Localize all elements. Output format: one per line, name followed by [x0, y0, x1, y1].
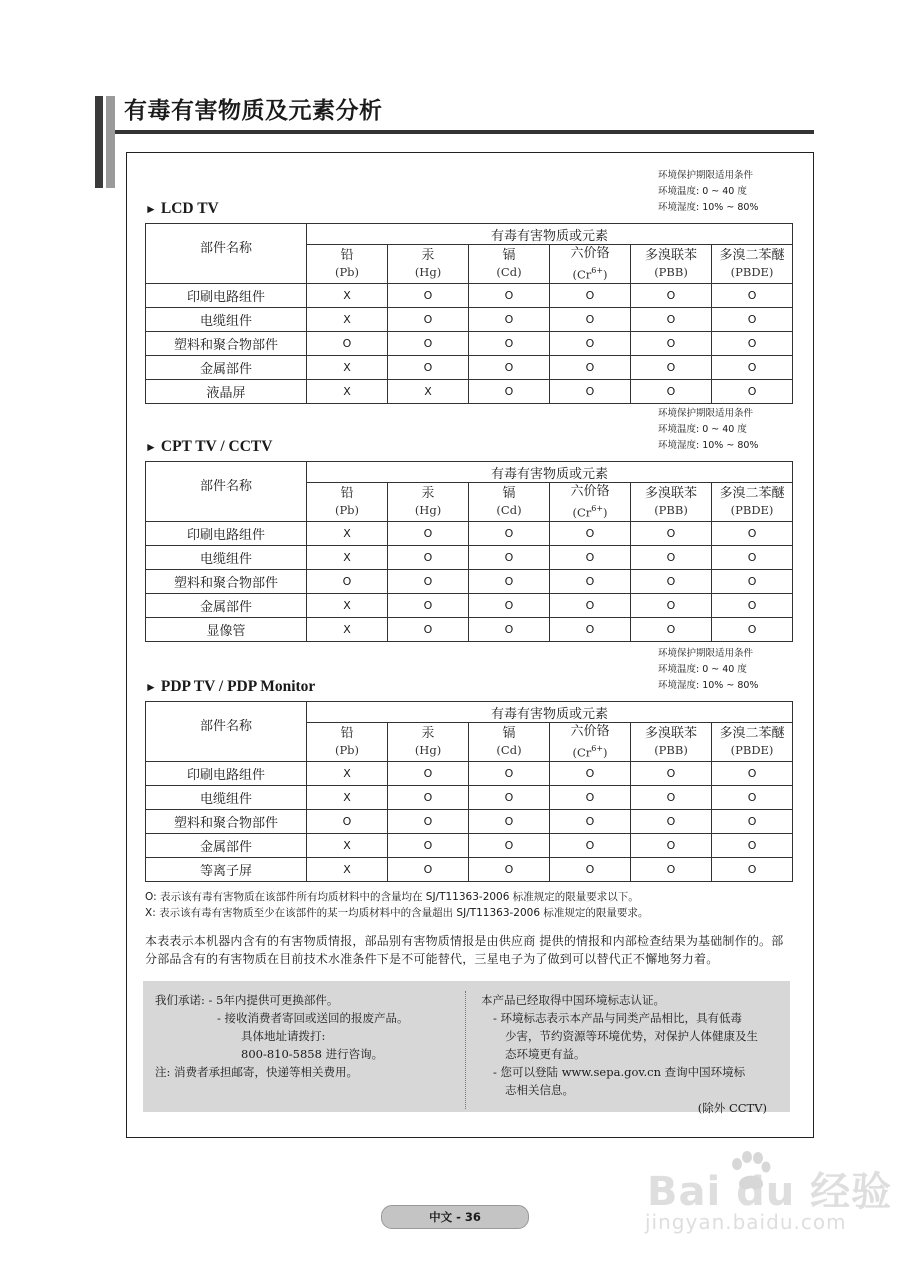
promise-line: - 接收消费者寄回或送回的报废产品。 — [217, 1011, 409, 1025]
hazard-value-cell: O — [631, 522, 712, 546]
substance-header — [388, 483, 469, 522]
hazard-value-cell: O — [712, 332, 793, 356]
page-title: 有毒有害物质及元素分析 — [124, 98, 383, 124]
substance-header — [712, 483, 793, 522]
part-name-cell: 电缆组件 — [146, 546, 307, 570]
substance-symbol: (Cr — [572, 745, 592, 760]
eco-line: - 环境标志表示本产品与同类产品相比，具有低毒 — [493, 1011, 743, 1025]
hazard-value-cell: O — [631, 380, 712, 404]
substance-symbol: (Cd) — [496, 743, 522, 758]
hazard-value-cell: O — [550, 284, 631, 308]
hazard-value-cell: O — [469, 762, 550, 786]
substance-symbol: (PBB) — [654, 503, 688, 518]
substance-header — [631, 723, 712, 762]
substance-header — [631, 245, 712, 284]
title-accent-bar-dark — [95, 96, 103, 188]
substance-name: 多溴二苯醚 — [719, 248, 785, 264]
substance-name: 多溴二苯醚 — [719, 486, 785, 502]
substance-group-header: 有毒有害物质或元素 — [307, 702, 793, 723]
hazard-value-cell: O — [388, 284, 469, 308]
hazard-value-cell: O — [712, 522, 793, 546]
hazard-value-cell: O — [469, 858, 550, 882]
conditions-title: 环境保护期限适用条件 — [658, 648, 754, 659]
substance-header — [712, 723, 793, 762]
substance-name: 六价铬 — [570, 484, 610, 499]
hazard-value-cell: O — [388, 594, 469, 618]
hazard-value-cell: O — [712, 762, 793, 786]
part-name-cell: 塑料和聚合物部件 — [146, 332, 307, 356]
hazard-value-cell: O — [469, 380, 550, 404]
substance-name: 镉 — [502, 726, 516, 742]
substance-header — [307, 723, 388, 762]
watermark-url: jingyan.baidu.com — [645, 1210, 847, 1234]
substance-header — [469, 245, 550, 284]
part-name-cell: 塑料和聚合物部件 — [146, 810, 307, 834]
hazard-value-cell: X — [388, 380, 469, 404]
substance-name: 六价铬 — [570, 724, 610, 739]
substance-symbol: (Pb) — [334, 503, 360, 518]
conditions-title: 环境保护期限适用条件 — [658, 170, 754, 181]
hazard-value-cell: X — [307, 858, 388, 882]
hazard-value-cell: O — [712, 308, 793, 332]
hazard-table — [145, 701, 793, 882]
hazard-value-cell: O — [388, 786, 469, 810]
hazard-value-cell: O — [712, 356, 793, 380]
hazard-value-cell: O — [469, 356, 550, 380]
o-legend-note: O: 表示该有毒有害物质在该部件所有均质材料中的含量均在 SJ/T11363-2006 标准规定的限量要求以下。 — [145, 891, 639, 903]
hazard-value-cell: O — [388, 308, 469, 332]
promise-line: 具体地址请拨打: — [241, 1029, 326, 1043]
substance-superscript: 6+ — [591, 266, 604, 275]
hazard-value-cell: O — [307, 332, 388, 356]
section-heading-text: CPT TV / CCTV — [160, 438, 273, 455]
x-legend-note: X: 表示该有毒有害物质至少在该部件的某一均质材料中的含量超出 SJ/T11363-2006 标准规定的限量要求。 — [145, 907, 649, 919]
hazard-value-cell: O — [631, 810, 712, 834]
hazard-value-cell: O — [469, 570, 550, 594]
substance-header — [469, 723, 550, 762]
hazard-value-cell: O — [388, 546, 469, 570]
temperature-condition: 环境温度: 0 ~ 40 度 — [658, 186, 747, 197]
hazard-value-cell: O — [631, 786, 712, 810]
conditions-block — [658, 406, 798, 454]
hazard-value-cell: O — [631, 284, 712, 308]
hazard-value-cell: O — [550, 380, 631, 404]
part-name-cell: 金属部件 — [146, 356, 307, 380]
substance-name: 镉 — [502, 486, 516, 502]
hazard-value-cell: X — [307, 594, 388, 618]
triangle-bullet-icon: ► — [145, 202, 157, 216]
hazard-value-cell: O — [550, 546, 631, 570]
humidity-condition: 环境湿度: 10% ~ 80% — [658, 680, 759, 691]
triangle-bullet-icon: ► — [145, 440, 157, 454]
part-name-cell: 印刷电路组件 — [146, 284, 307, 308]
hazard-value-cell: O — [469, 786, 550, 810]
table-row — [146, 810, 793, 834]
hazard-value-cell: O — [469, 810, 550, 834]
hazard-value-cell: O — [388, 858, 469, 882]
hazard-value-cell: O — [631, 546, 712, 570]
hazard-value-cell: O — [631, 618, 712, 642]
hazard-value-cell: O — [712, 284, 793, 308]
hazard-value-cell: O — [307, 570, 388, 594]
hazard-value-cell: X — [307, 356, 388, 380]
table-row — [146, 522, 793, 546]
part-name-cell: 液晶屏 — [146, 380, 307, 404]
table-row — [146, 594, 793, 618]
eco-line: 少害，节约资源等环境优势，对保护人体健康及生 — [505, 1029, 758, 1043]
hazard-value-cell: O — [388, 762, 469, 786]
substance-header — [550, 483, 631, 522]
hazard-value-cell: O — [550, 308, 631, 332]
hazard-value-cell: O — [388, 332, 469, 356]
table-row — [146, 618, 793, 642]
hazard-value-cell: O — [550, 522, 631, 546]
title-rule — [115, 130, 814, 134]
hazard-value-cell: O — [712, 546, 793, 570]
conditions-title: 环境保护期限适用条件 — [658, 408, 754, 419]
substance-symbol: (PBB) — [654, 743, 688, 758]
eco-line: 志相关信息。 — [505, 1083, 574, 1097]
substance-name: 多溴联苯 — [644, 486, 697, 502]
table-row — [146, 308, 793, 332]
hazard-value-cell: O — [712, 594, 793, 618]
eco-label-info — [481, 991, 781, 1117]
substance-header — [631, 483, 712, 522]
substance-header — [388, 723, 469, 762]
hazard-value-cell: O — [388, 522, 469, 546]
hazard-value-cell: O — [550, 834, 631, 858]
substance-header — [550, 723, 631, 762]
substance-header — [550, 245, 631, 284]
substance-superscript: 6+ — [591, 504, 604, 513]
part-name-cell: 印刷电路组件 — [146, 762, 307, 786]
watermark-brand: Bai du 经验 — [647, 1169, 893, 1215]
section-heading — [145, 438, 272, 456]
eco-exception: (除外 CCTV) — [697, 1101, 767, 1115]
hazard-value-cell: O — [712, 618, 793, 642]
hazard-value-cell: O — [631, 834, 712, 858]
hazard-value-cell: O — [550, 594, 631, 618]
hazard-value-cell: X — [307, 380, 388, 404]
part-name-cell: 金属部件 — [146, 834, 307, 858]
hazard-value-cell: O — [469, 284, 550, 308]
eco-line: 本产品已经取得中国环境标志认证。 — [481, 993, 665, 1007]
substance-name: 铅 — [340, 486, 354, 502]
hazard-value-cell: O — [631, 332, 712, 356]
hazard-value-cell: O — [712, 380, 793, 404]
hazard-table — [145, 461, 793, 642]
substance-symbol: (PBDE) — [730, 265, 774, 280]
hazard-value-cell: X — [307, 284, 388, 308]
substance-name: 六价铬 — [570, 246, 610, 261]
hazard-table — [145, 223, 793, 404]
table-row — [146, 786, 793, 810]
substance-name: 多溴联苯 — [644, 726, 697, 742]
hazard-value-cell: O — [550, 618, 631, 642]
hazard-value-cell: O — [469, 522, 550, 546]
promise-box — [143, 981, 790, 1115]
substance-symbol-close: ) — [603, 267, 608, 282]
hazard-value-cell: O — [469, 618, 550, 642]
hazard-value-cell: O — [712, 834, 793, 858]
hazard-value-cell: O — [307, 810, 388, 834]
table-row — [146, 858, 793, 882]
substance-symbol: (Hg) — [414, 503, 442, 518]
part-name-cell: 金属部件 — [146, 594, 307, 618]
hazard-value-cell: O — [712, 786, 793, 810]
hazard-value-cell: O — [631, 308, 712, 332]
substance-symbol: (Cd) — [496, 265, 522, 280]
substance-group-header: 有毒有害物质或元素 — [307, 224, 793, 245]
hazard-value-cell: X — [307, 522, 388, 546]
promise-left — [155, 991, 455, 1081]
substance-header — [712, 245, 793, 284]
substance-header — [469, 483, 550, 522]
promise-line: 我们承诺: - 5年内提供可更换部件。 — [155, 993, 339, 1007]
hazard-value-cell: X — [307, 762, 388, 786]
hazard-value-cell: O — [631, 570, 712, 594]
substance-name: 铅 — [340, 726, 354, 742]
hazard-value-cell: O — [550, 356, 631, 380]
hazard-value-cell: O — [388, 570, 469, 594]
hazard-value-cell: O — [469, 594, 550, 618]
temperature-condition: 环境温度: 0 ~ 40 度 — [658, 424, 747, 435]
promise-phone: 800-810-5858 进行咨询。 — [241, 1047, 384, 1061]
substance-name: 汞 — [421, 248, 435, 264]
humidity-condition: 环境湿度: 10% ~ 80% — [658, 202, 759, 213]
section-heading-text: PDP TV / PDP Monitor — [160, 678, 316, 695]
hazard-value-cell: O — [550, 810, 631, 834]
hazard-value-cell: O — [388, 356, 469, 380]
hazard-value-cell: O — [631, 356, 712, 380]
hazard-value-cell: O — [469, 308, 550, 332]
hazard-value-cell: O — [631, 594, 712, 618]
page-number: 中文 - 36 — [381, 1205, 529, 1229]
substance-symbol: (Cd) — [496, 503, 522, 518]
substance-header — [307, 483, 388, 522]
eco-line: - 您可以登陆 www.sepa.gov.cn 查询中国环境标 — [493, 1065, 746, 1079]
hazard-value-cell: X — [307, 834, 388, 858]
watermark — [645, 1150, 905, 1250]
substance-name: 多溴二苯醚 — [719, 726, 785, 742]
substance-superscript: 6+ — [591, 744, 604, 753]
hazard-value-cell: O — [712, 810, 793, 834]
substance-symbol: (PBB) — [654, 265, 688, 280]
substance-symbol: (PBDE) — [730, 503, 774, 518]
part-name-header: 部件名称 — [146, 462, 307, 522]
hazard-value-cell: O — [550, 762, 631, 786]
substance-header — [307, 245, 388, 284]
paw-icon — [727, 1150, 773, 1196]
part-name-header: 部件名称 — [146, 702, 307, 762]
part-name-cell: 显像管 — [146, 618, 307, 642]
temperature-condition: 环境温度: 0 ~ 40 度 — [658, 664, 747, 675]
substance-symbol: (Pb) — [334, 743, 360, 758]
hazard-value-cell: O — [388, 834, 469, 858]
box-divider — [465, 991, 466, 1109]
triangle-bullet-icon: ► — [145, 680, 157, 694]
conditions-block — [658, 646, 798, 694]
hazard-value-cell: O — [631, 858, 712, 882]
table-row — [146, 834, 793, 858]
table-row — [146, 570, 793, 594]
substance-name: 镉 — [502, 248, 516, 264]
section-heading — [145, 678, 315, 696]
hazard-value-cell: O — [712, 570, 793, 594]
hazard-value-cell: X — [307, 546, 388, 570]
hazard-value-cell: O — [550, 858, 631, 882]
table-row — [146, 762, 793, 786]
section-heading — [145, 200, 219, 218]
conditions-block — [658, 168, 798, 216]
substance-name: 铅 — [340, 248, 354, 264]
description-paragraph: 本表表示本机器内含有的有害物质情报，部品别有害物质情报是由供应商 提供的情报和内部检查结果为基础制作的。部分部品含有的有害物质在目前技术水准条件下是不可能替代，三星电子为了做到可以替代正不懈地努力着。 — [145, 934, 784, 966]
hazard-value-cell: X — [307, 786, 388, 810]
substance-symbol: (Cr — [572, 267, 592, 282]
eco-line: 态环境更有益。 — [505, 1047, 586, 1061]
substance-symbol-close: ) — [603, 745, 608, 760]
table-row — [146, 546, 793, 570]
hazard-value-cell: O — [388, 810, 469, 834]
humidity-condition: 环境湿度: 10% ~ 80% — [658, 440, 759, 451]
table-row — [146, 284, 793, 308]
section-heading-text: LCD TV — [160, 200, 219, 217]
part-name-cell: 电缆组件 — [146, 308, 307, 332]
substance-header — [388, 245, 469, 284]
part-name-cell: 等离子屏 — [146, 858, 307, 882]
substance-name: 多溴联苯 — [644, 248, 697, 264]
title-accent-bar-light — [106, 96, 115, 188]
hazard-value-cell: O — [712, 858, 793, 882]
substance-symbol: (Pb) — [334, 265, 360, 280]
hazard-value-cell: O — [469, 332, 550, 356]
substance-symbol: (PBDE) — [730, 743, 774, 758]
table-row — [146, 356, 793, 380]
promise-line: 注: 消费者承担邮寄，快递等相关费用。 — [155, 1065, 359, 1079]
table-row — [146, 380, 793, 404]
hazard-value-cell: O — [550, 570, 631, 594]
hazard-value-cell: O — [388, 618, 469, 642]
hazard-value-cell: O — [631, 762, 712, 786]
hazard-value-cell: O — [550, 332, 631, 356]
substance-name: 汞 — [421, 726, 435, 742]
legend-notes — [145, 889, 785, 921]
substance-symbol: (Cr — [572, 505, 592, 520]
table-row — [146, 332, 793, 356]
substance-name: 汞 — [421, 486, 435, 502]
part-name-cell: 电缆组件 — [146, 786, 307, 810]
hazard-value-cell: X — [307, 308, 388, 332]
substance-symbol: (Hg) — [414, 265, 442, 280]
part-name-header: 部件名称 — [146, 224, 307, 284]
hazard-value-cell: O — [469, 834, 550, 858]
substance-symbol-close: ) — [603, 505, 608, 520]
part-name-cell: 印刷电路组件 — [146, 522, 307, 546]
hazard-value-cell: O — [550, 786, 631, 810]
substance-symbol: (Hg) — [414, 743, 442, 758]
part-name-cell: 塑料和聚合物部件 — [146, 570, 307, 594]
hazard-value-cell: O — [469, 546, 550, 570]
substance-group-header: 有毒有害物质或元素 — [307, 462, 793, 483]
hazard-value-cell: X — [307, 618, 388, 642]
